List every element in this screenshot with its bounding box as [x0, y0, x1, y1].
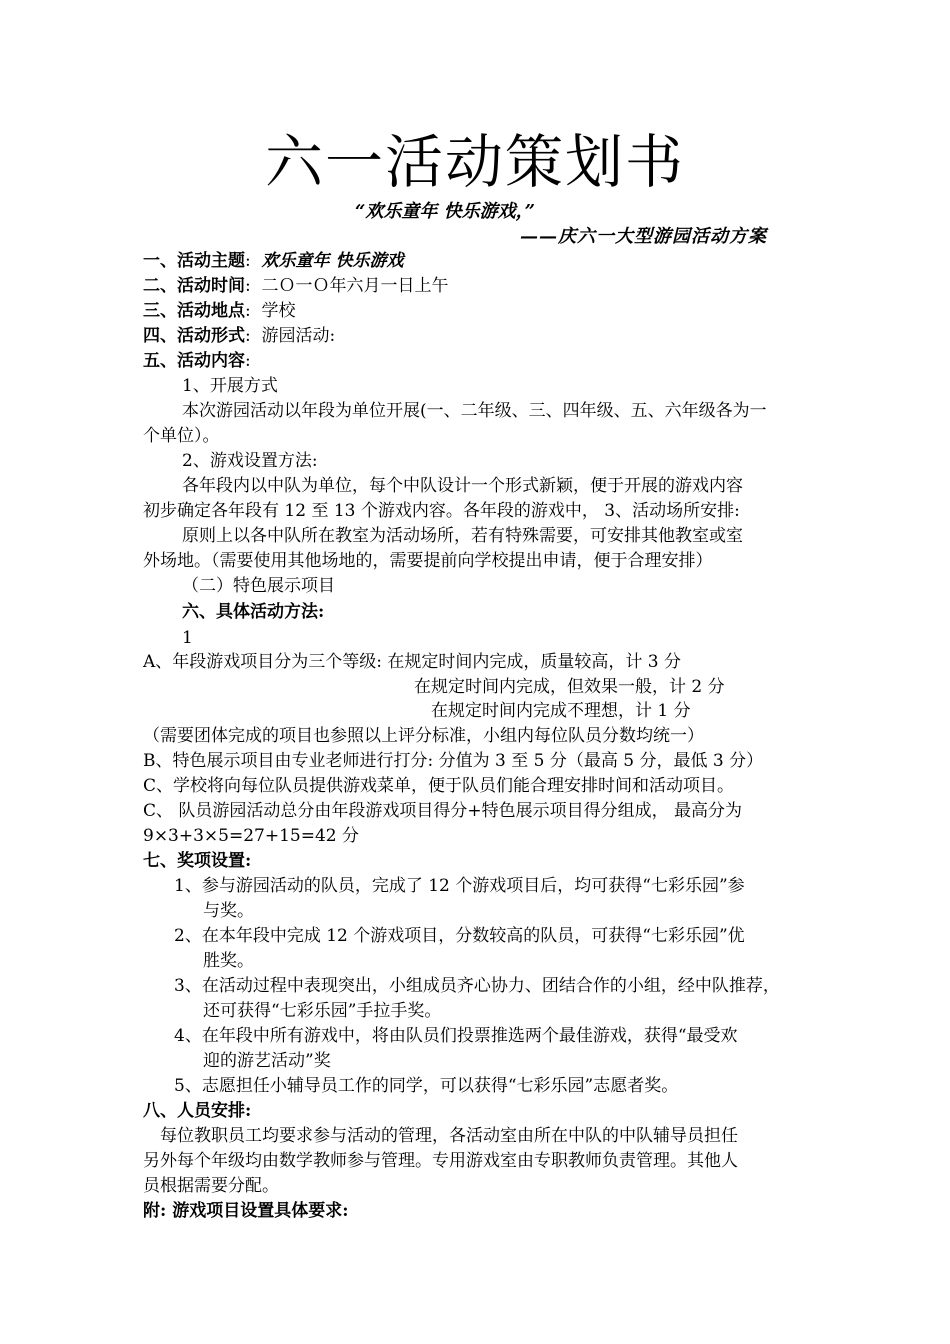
section-location-value: 学校	[261, 301, 296, 321]
method-item-c2a: C、 队员游园活动总分由年段游戏项目得分+特色展示项目得分组成， 最高分为	[143, 801, 743, 821]
award-item-2b: 胜奖。	[203, 951, 254, 971]
section-form-value: 游园活动:	[261, 326, 336, 346]
award-item-2a: 2、在本年段中完成 12 个游戏项目，分数较高的队员，可获得“七彩乐园”优	[174, 926, 745, 946]
section-time-label: 二、活动时间	[143, 276, 245, 296]
method-item-a2: 在规定时间内完成，但效果一般，计 2 分	[414, 677, 725, 697]
section-theme-value: 欢乐童年 快乐游戏	[261, 251, 404, 271]
method-item-c2b: 9×3+3×5=27+15=42 分	[143, 826, 360, 846]
award-item-1a: 1、参与游园活动的队员，完成了 12 个游戏项目后，均可获得“七彩乐园”参	[174, 876, 745, 896]
subtitle-dash: ——庆六一大型游园活动方案	[520, 226, 767, 247]
content-subheading-1: 1、开展方式	[182, 376, 278, 396]
content-paragraph-2a: 各年段内以中队为单位，每个中队设计一个形式新颖，便于开展的游戏内容	[182, 476, 743, 496]
section-theme-label: 一、活动主题	[143, 251, 245, 271]
section-location-label: 三、活动地点	[143, 301, 245, 321]
section-theme: 一、活动主题: 欢乐童年 快乐游戏	[143, 251, 404, 271]
staff-paragraph-2: 另外每个年级均由数学教师参与管理。专用游戏室由专职教师负责管理。其他人	[143, 1151, 738, 1171]
content-paragraph-3b: 外场地。（需要使用其他场地的，需要提前向学校提出申请，便于合理安排）	[143, 551, 713, 571]
section-time-value: 二Ｏ一Ｏ年六月一日上午	[261, 276, 449, 296]
section-content: 五、活动内容:	[143, 351, 251, 371]
subtitle-quote: “欢乐童年 快乐游戏，”	[355, 201, 535, 222]
award-item-4a: 4、在年段中所有游戏中，将由队员们投票推选两个最佳游戏，获得“最受欢	[174, 1026, 738, 1046]
staff-paragraph-3: 员根据需要分配。	[143, 1176, 279, 1196]
method-item-c1: C、学校将向每位队员提供游戏菜单，便于队员们能合理安排时间和活动项目。	[143, 776, 735, 796]
method-item-a1: A、年段游戏项目分为三个等级: 在规定时间内完成，质量较高，计 3 分	[143, 652, 682, 672]
section-time: 二、活动时间: 二Ｏ一Ｏ年六月一日上午	[143, 276, 449, 296]
content-subheading-3: （二）特色展示项目	[182, 576, 335, 596]
award-item-3b: 还可获得“七彩乐园”手拉手奖。	[203, 1001, 442, 1021]
method-note: （需要团体完成的项目也参照以上评分标准，小组内每位队员分数均统一）	[143, 726, 704, 746]
content-subheading-2: 2、游戏设置方法:	[182, 451, 318, 471]
award-item-3a: 3、在活动过程中表现突出，小组成员齐心协力、团结合作的小组，经中队推荐，	[174, 976, 780, 996]
section-staff-label: 八、人员安排:	[143, 1101, 252, 1121]
award-item-4b: 迎的游艺活动”奖	[203, 1051, 331, 1071]
method-item-a3: 在规定时间内完成不理想，计 1 分	[431, 701, 691, 721]
award-item-5: 5、志愿担任小辅导员工作的同学，可以获得“七彩乐园”志愿者奖。	[174, 1076, 679, 1096]
staff-paragraph-1: 每位教职员工均要求参与活动的管理，各活动室由所在中队的中队辅导员担任	[160, 1126, 738, 1146]
appendix-label: 附: 游戏项目设置具体要求:	[143, 1201, 349, 1221]
section-location: 三、活动地点: 学校	[143, 301, 296, 321]
section-form-label: 四、活动形式	[143, 326, 245, 346]
content-paragraph-1b: 个单位）。	[143, 426, 220, 446]
content-paragraph-2b: 初步确定各年段有 12 至 13 个游戏内容。各年段的游戏中， 3、活动场所安排:	[143, 501, 740, 521]
award-item-1b: 与奖。	[203, 901, 254, 921]
method-item-b: B、特色展示项目由专业老师进行打分: 分值为 3 至 5 分（最高 5 分，最低 3 分）	[143, 751, 764, 771]
content-paragraph-1a: 本次游园活动以年段为单位开展(一、二年级、三、四年级、五、六年级各为一	[182, 401, 767, 421]
method-number: 1	[182, 628, 193, 648]
content-paragraph-3a: 原则上以各中队所在教室为活动场所，若有特殊需要，可安排其他教室或室	[182, 526, 743, 546]
document-title: 六一活动策划书	[264, 128, 685, 196]
section-content-label: 五、活动内容	[143, 351, 245, 371]
section-method-label: 六、具体活动方法:	[182, 602, 325, 622]
section-form: 四、活动形式: 游园活动:	[143, 326, 336, 346]
section-awards-label: 七、奖项设置:	[143, 851, 252, 871]
